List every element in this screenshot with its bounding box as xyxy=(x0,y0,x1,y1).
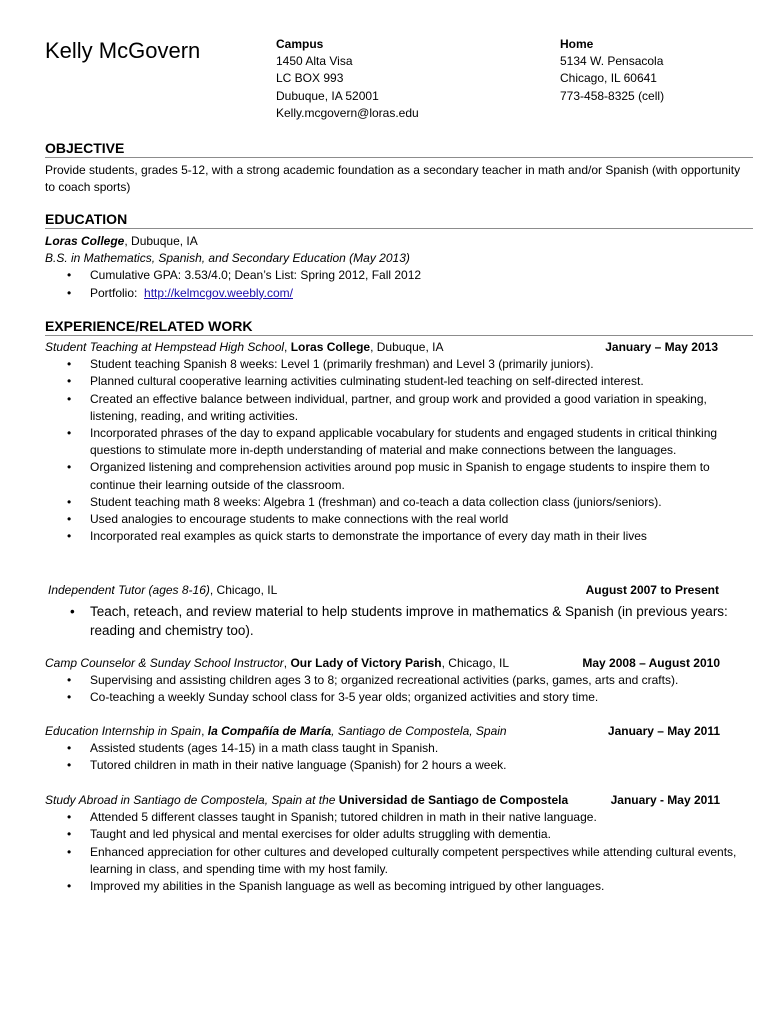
job-title-line xyxy=(45,339,443,356)
experience-heading: EXPERIENCE/RELATED WORK xyxy=(45,318,753,336)
school-location: , Dubuque, IA xyxy=(124,234,198,248)
job-bullet: • Co-teaching a weekly Sunday school class for 3-5 year olds; organized activities and story time. xyxy=(45,689,753,706)
job-org: la Compañía de María xyxy=(207,724,332,738)
portfolio-label: Portfolio: xyxy=(90,285,138,300)
degree: B.S. in Mathematics, Spanish, and Secondary Education (May 2013) xyxy=(45,251,410,266)
job-separator: , xyxy=(201,724,208,738)
job-header xyxy=(45,792,753,809)
job-title-line xyxy=(48,582,277,599)
job-bullet: • Incorporated phrases of the day to expand applicable vocabulary for students and engaged students in critical thinking questions to stimulate more in-depth understanding of material and make connections between the languages. xyxy=(45,425,753,459)
job-bullets xyxy=(48,602,753,640)
job-bullets xyxy=(45,809,753,895)
campus-street: 1450 Alta Visa xyxy=(276,54,353,69)
job-bullet: • Assisted students (ages 14-15) in a math class taught in Spanish. xyxy=(45,740,753,757)
job-bullets xyxy=(45,356,753,545)
job-date: May 2008 – August 2010 xyxy=(582,656,720,670)
campus-address xyxy=(276,36,419,122)
job-org: Universidad de Santiago de Compostela xyxy=(338,793,569,807)
gpa-item: • Cumulative GPA: 3.53/4.0; Dean’s List: Spring 2012, Fall 2012 xyxy=(45,267,753,284)
job-location: , Dubuque, IA xyxy=(370,340,444,354)
job-entry xyxy=(45,655,753,707)
job-location: , Chicago, IL xyxy=(441,656,509,670)
home-street: 5134 W. Pensacola xyxy=(560,54,664,69)
home-label: Home xyxy=(560,37,594,51)
job-title: Student Teaching at Hempstead High School xyxy=(45,340,285,354)
job-bullet: • Tutored children in math in their native language (Spanish) for 2 hours a week. xyxy=(45,757,753,774)
home-city: Chicago, IL 60641 xyxy=(560,71,657,86)
job-bullet: • Teach, reteach, and review material to help students improve in mathematics & Spanish (in previous years: reading and chemistry too). xyxy=(48,602,753,640)
job-header xyxy=(48,582,753,599)
job-bullet: • Created an effective balance between individual, partner, and group work and provided a good variation in speaking, listening, reading, and writing activities. xyxy=(45,391,753,425)
job-date: August 2007 to Present xyxy=(585,583,719,597)
job-bullet: • Enhanced appreciation for other cultures and developed culturally competent perspectives while attending cultural events, learning in class, and spending time with my host family. xyxy=(45,844,753,878)
job-date: January – May 2013 xyxy=(605,340,718,354)
school-name: Loras College xyxy=(45,234,125,248)
education-heading: EDUCATION xyxy=(45,211,753,229)
job-location: , Chicago, IL xyxy=(209,583,278,597)
objective-heading: OBJECTIVE xyxy=(45,140,753,158)
campus-city: Dubuque, IA 52001 xyxy=(276,88,379,103)
job-title-line xyxy=(45,792,568,809)
job-title-line xyxy=(45,723,507,740)
job-title: Camp Counselor & Sunday School Instructor xyxy=(45,656,284,670)
job-separator: , xyxy=(284,340,291,354)
job-header xyxy=(45,655,753,672)
job-separator: , xyxy=(283,656,291,670)
applicant-name: Kelly McGovern xyxy=(45,38,201,63)
job-bullet: • Improved my abilities in the Spanish language as well as becoming intrigued by other languages. xyxy=(45,878,753,895)
job-header xyxy=(45,339,753,356)
job-bullet: • Taught and led physical and mental exercises for older adults struggling with dementia. xyxy=(45,826,753,843)
job-bullet: • Incorporated real examples as quick starts to demonstrate the importance of every day math in their lives xyxy=(45,528,753,545)
campus-label: Campus xyxy=(276,37,324,51)
job-header xyxy=(45,723,753,740)
objective-text: Provide students, grades 5-12, with a strong academic foundation as a secondary teacher in math and/or Spanish (with opportunity to coach sports) xyxy=(45,163,741,195)
job-bullet: • Student teaching math 8 weeks: Algebra 1 (freshman) and co-teach a data collection class (juniors/seniors). xyxy=(45,494,753,511)
campus-box: LC BOX 993 xyxy=(276,71,344,86)
job-bullet: • Used analogies to encourage students to make connections with the real world xyxy=(45,511,753,528)
job-entry xyxy=(48,582,753,640)
job-bullet: • Organized listening and comprehension activities around pop music in Spanish to engage students to inspire them to continue their learning outside of the classroom. xyxy=(45,459,753,493)
home-phone: 773-458-8325 (cell) xyxy=(560,88,665,103)
job-bullet: • Supervising and assisting children ages 3 to 8; organized recreational activities (parks, games, arts and crafts). xyxy=(45,672,753,689)
campus-email[interactable]: Kelly.mcgovern@loras.edu xyxy=(276,105,419,120)
job-title: Education Internship in Spain xyxy=(45,724,202,738)
job-bullet: • Planned cultural cooperative learning activities culminating student-led teaching on self-directed interest. xyxy=(45,373,753,390)
job-entry xyxy=(45,792,753,895)
job-entry xyxy=(45,723,753,775)
job-bullet: • Attended 5 different classes taught in Spanish; tutored children in math in their native language. xyxy=(45,809,753,826)
job-location: , Santiago de Compostela, Spain xyxy=(331,724,507,738)
portfolio-item xyxy=(45,285,753,302)
job-date: January – May 2011 xyxy=(607,724,720,738)
education-bullets xyxy=(45,267,753,301)
job-org: Our Lady of Victory Parish xyxy=(290,656,442,670)
job-title: Independent Tutor (ages 8-16) xyxy=(48,583,210,597)
home-address xyxy=(560,36,664,105)
education-section xyxy=(45,233,753,302)
job-bullet: • Student teaching Spanish 8 weeks: Level 1 (primarily freshman) and Level 3 (primarily juniors). xyxy=(45,356,753,373)
job-bullets xyxy=(45,672,753,706)
job-entry xyxy=(45,339,753,545)
objective-section xyxy=(45,162,753,196)
job-date: January - May 2011 xyxy=(610,793,720,807)
job-org: Loras College xyxy=(290,340,371,354)
job-title-line xyxy=(45,655,509,672)
portfolio-link[interactable]: http://kelmcgov.weebly.com/ xyxy=(144,285,293,300)
school-line xyxy=(45,233,753,250)
job-title: Study Abroad in Santiago de Compostela, Spain at the xyxy=(45,793,336,807)
job-bullets xyxy=(45,740,753,774)
